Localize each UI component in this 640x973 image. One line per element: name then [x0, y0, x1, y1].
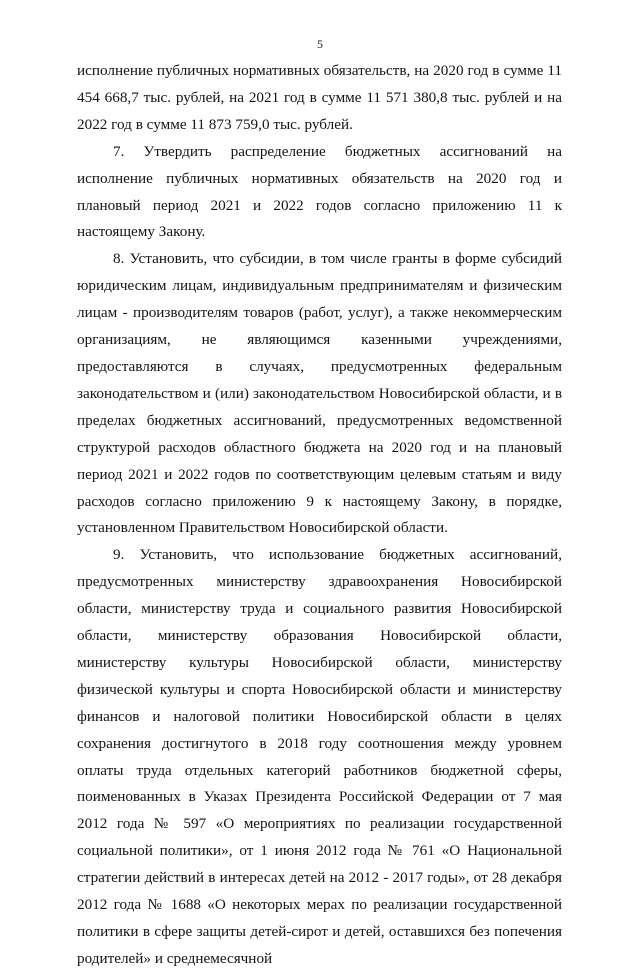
paragraph-continuation: исполнение публичных нормативных обязательств, на 2020 год в сумме 11 454 668,7 тыс. рублей, на 2021 год в сумме 11 571 380,8 тыс. рублей и на 2022 год в сумме 11 873 759,0 тыс. рублей.	[77, 62, 562, 133]
paragraph-item-8: 8. Установить, что субсидии, в том числе гранты в форме субсидий юридическим лицам, индивидуальным предпринимателям и физическим лицам - производителям товаров (работ, услуг), а также некоммерческим организациям, не являющимся казенными учреждениями, предоставляются в случаях, предусмотренных федеральным законодательством и (или) законодательством Новосибирской области, и в пределах бюджетных ассигнований, предусмотренных ведомственной структурой расходов областного бюджета на 2020 год и на плановый период 2021 и 2022 годов по соответствующим целевым статьям и виду расходов согласно приложению 9 к настоящему Закону, в порядке, установленном Правительством Новосибирской области.	[77, 250, 562, 537]
document-body	[77, 58, 562, 973]
page-number: 5	[317, 37, 323, 51]
paragraph-item-7: 7. Утвердить распределение бюджетных ассигнований на исполнение публичных нормативных обязательств на 2020 год и плановый период 2021 и 2022 годов согласно приложению 11 к настоящему Закону.	[77, 142, 562, 241]
paragraph-item-9: 9. Установить, что использование бюджетных ассигнований, предусмотренных министерству здравоохранения Новосибирской области, министерству труда и социального развития Новосибирской области, министерству образования Новосибирской области, министерству культуры Новосибирской области, министерству физической культуры и спорта Новосибирской области и министерству финансов и налоговой политики Новосибирской области в целях сохранения достигнутого в 2018 году соотношения между уровнем оплаты труда отдельных категорий работников бюджетной сферы, поименованных в Указах Президента Российской Федерации от 7 мая 2012 года № 597 «О мероприятиях по реализации государственной социальной политики», от 1 июня 2012 года № 761 «О Национальной стратегии действий в интересах детей на 2012 - 2017 годы», от 28 декабря 2012 года № 1688 «О некоторых мерах по реализации государственной политики в сфере защиты детей-сирот и детей, оставшихся без попечения родителей» и среднемесячной	[77, 546, 562, 967]
